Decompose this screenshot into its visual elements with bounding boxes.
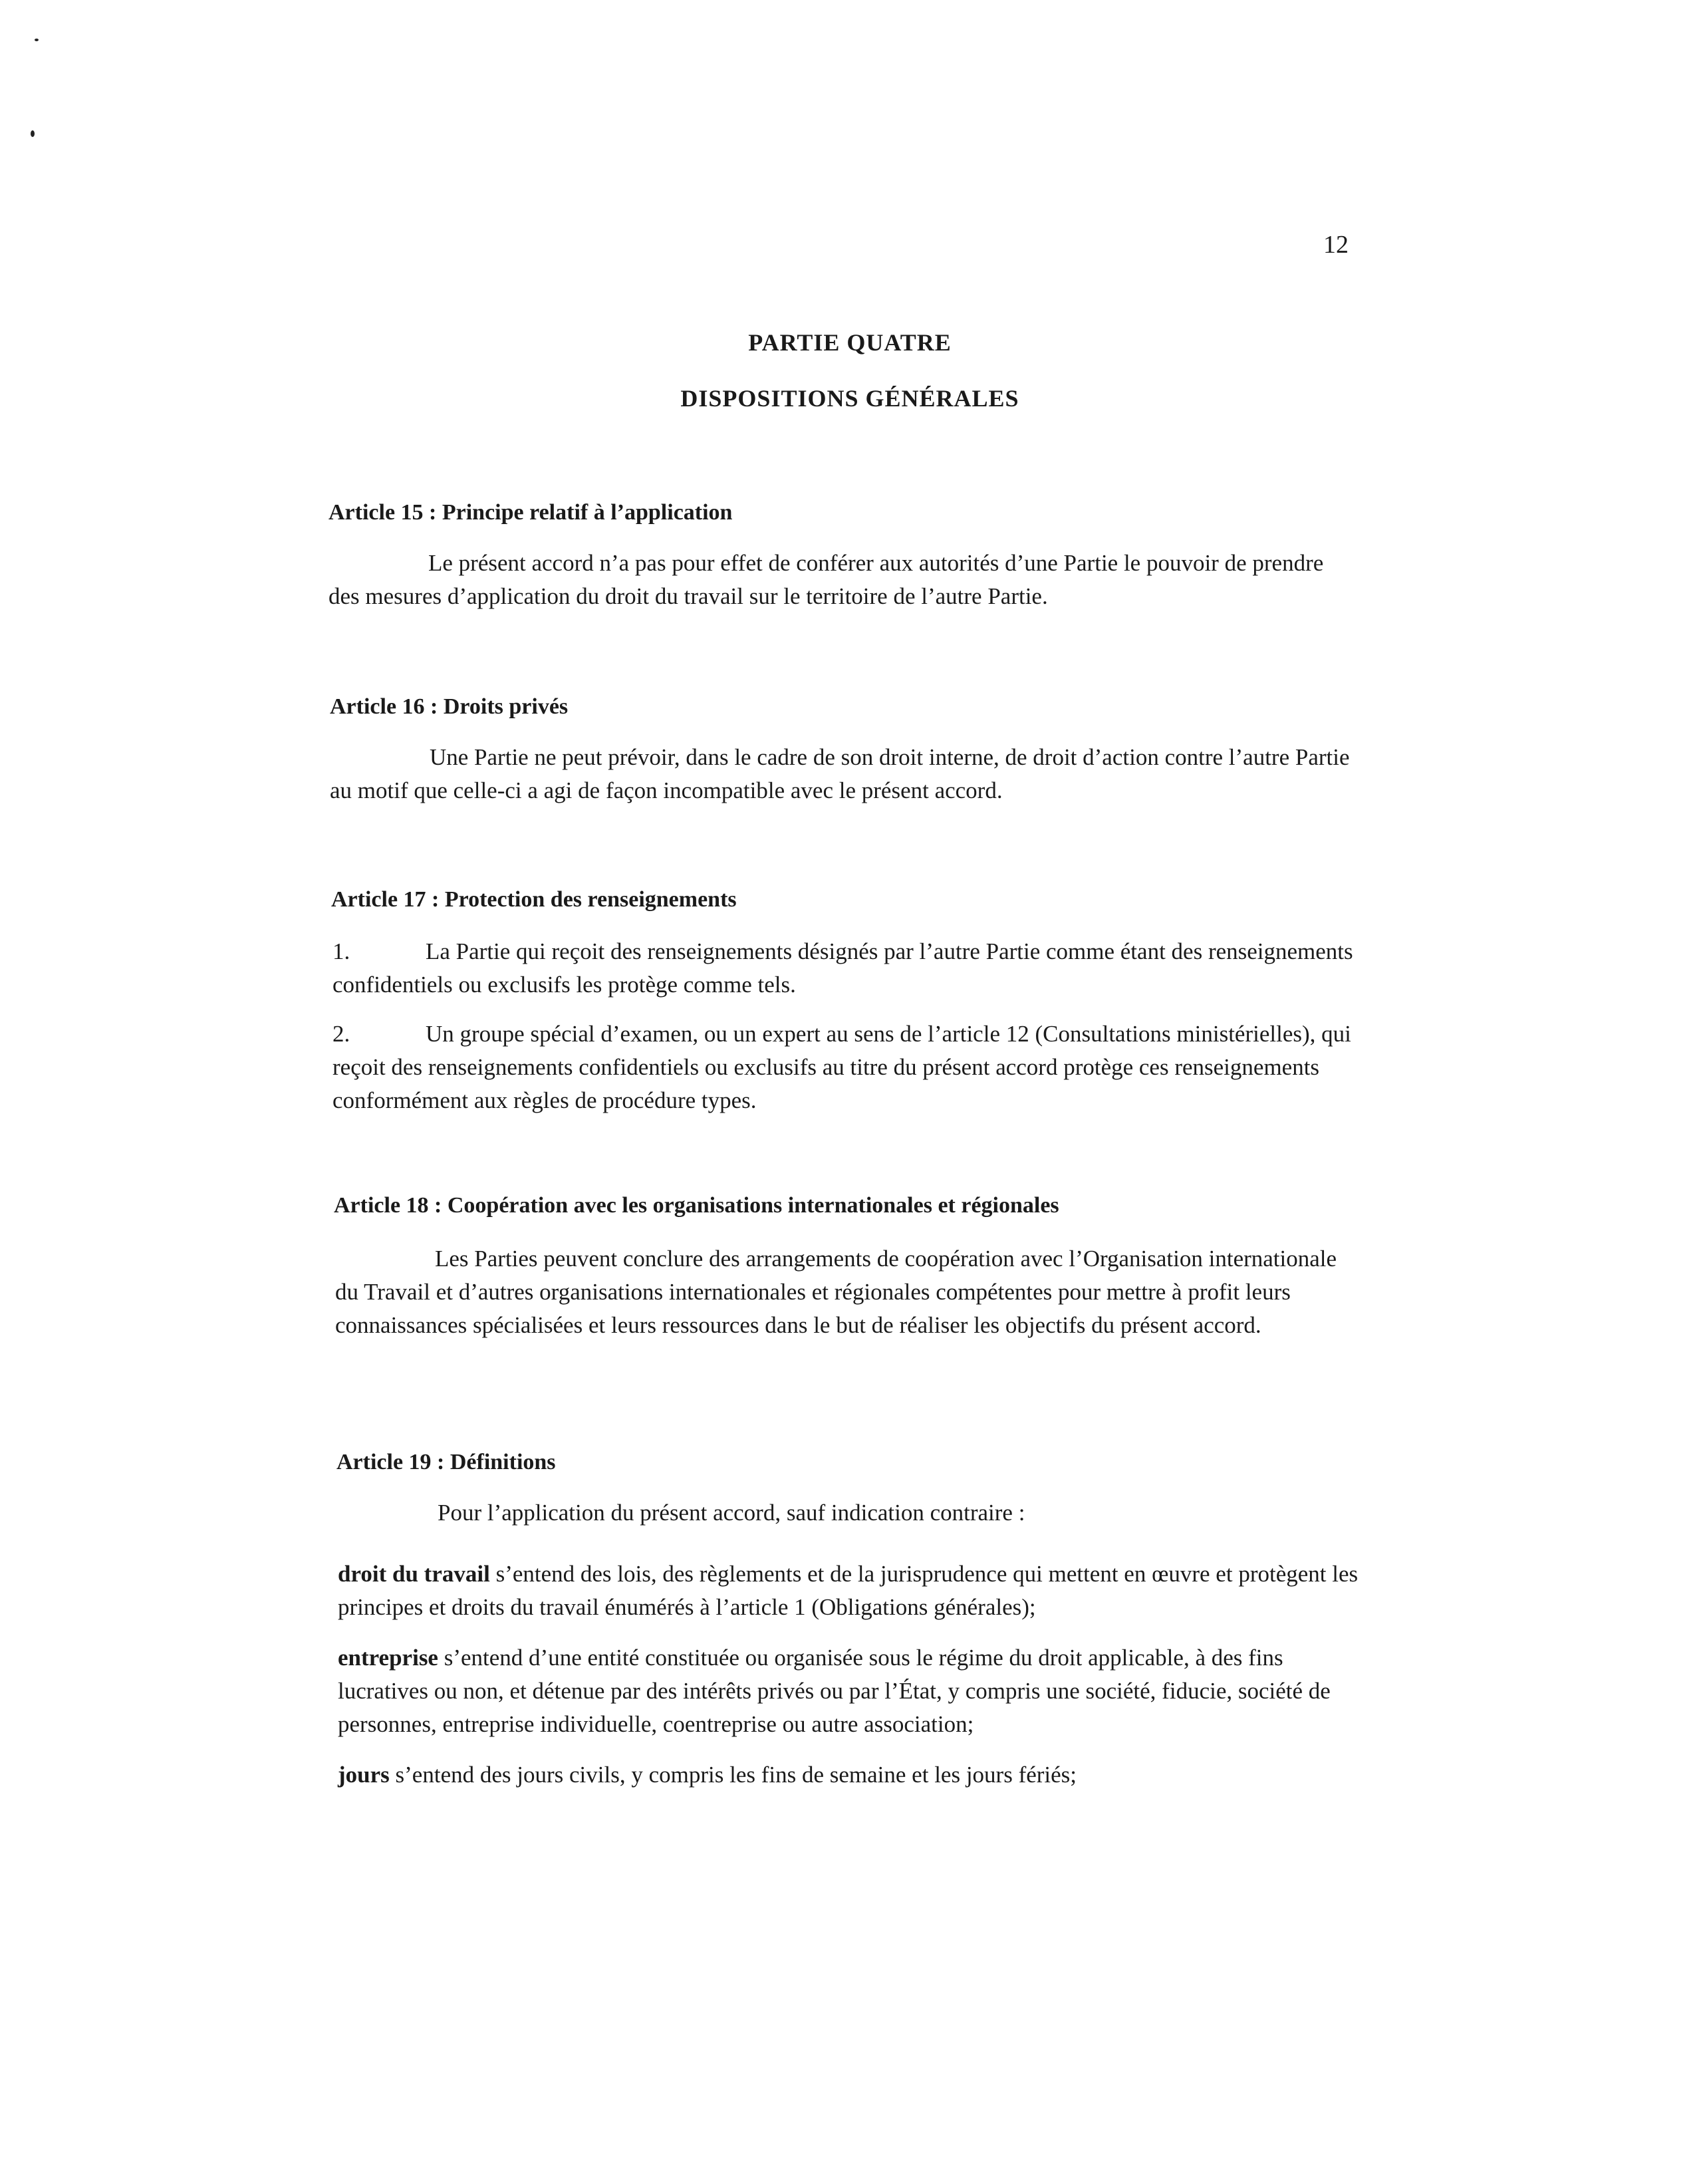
article-18-title: Article 18 : Coopération avec les organisations internationales et régionales bbox=[334, 1193, 1059, 1218]
article-16-title: Article 16 : Droits privés bbox=[330, 694, 569, 719]
part-subtitle: DISPOSITIONS GÉNÉRALES bbox=[680, 385, 1019, 412]
article-19-intro: Pour l’application du présent accord, sauf indication contraire : bbox=[438, 1500, 1025, 1526]
definition-text: s’entend des lois, des règlements et de la jurisprudence qui mettent en œuvre et protègent les principes et droits du travail énumérés à l’article 1 (Obligations générales); bbox=[338, 1561, 1359, 1620]
article-17-title: Article 17 : Protection des renseignements bbox=[331, 887, 737, 912]
definition-term: droit du travail bbox=[338, 1561, 490, 1587]
item-text: Un groupe spécial d’examen, ou un expert au sens de l’article 12 (Consultations ministérielles), qui reçoit des renseignements confidentiels ou exclusifs au titre du présent accord protège ces renseignements conformément aux règles de procédure types. bbox=[332, 1021, 1351, 1113]
part-title: PARTIE QUATRE bbox=[748, 329, 952, 356]
definition-text: s’entend d’une entité constituée ou organisée sous le régime du droit applicable, à des fins lucratives ou non, et détenue par des intérêts privés ou par l’État, y compris une société, fiducie, société de personnes, entreprise individuelle, coentreprise ou autre association; bbox=[338, 1645, 1331, 1737]
definition-text: s’entend des jours civils, y compris les fins de semaine et les jours fériés; bbox=[389, 1762, 1077, 1788]
scan-speck bbox=[31, 130, 35, 137]
article-16-text: Une Partie ne peut prévoir, dans le cadre de son droit interne, de droit d’action contre l’autre Partie au motif que celle-ci a agi de façon incompatible avec le présent accord. bbox=[330, 744, 1350, 803]
article-17-item-1 bbox=[332, 935, 1357, 1002]
definition-term: entreprise bbox=[338, 1645, 438, 1671]
article-17-item-2 bbox=[332, 1018, 1357, 1117]
article-18-text: Les Parties peuvent conclure des arrangements de coopération avec l’Organisation internationale du Travail et d’autres organisations internationales et régionales compétentes pour mettre à profit leurs connaissances spécialisées et leurs ressources dans le but de réaliser les objectifs du présent accord. bbox=[335, 1246, 1337, 1338]
definition-droit-du-travail bbox=[338, 1558, 1362, 1624]
definition-entreprise bbox=[338, 1641, 1362, 1741]
article-15-text: Le présent accord n’a pas pour effet de conférer aux autorités d’une Partie le pouvoir de prendre des mesures d’application du droit du travail sur le territoire de l’autre Partie. bbox=[328, 550, 1324, 609]
definition-jours bbox=[338, 1758, 1362, 1792]
item-number: 1. bbox=[332, 938, 350, 964]
article-19-title: Article 19 : Définitions bbox=[336, 1450, 556, 1474]
item-number: 2. bbox=[332, 1021, 350, 1047]
article-15-title: Article 15 : Principe relatif à l’application bbox=[328, 500, 733, 525]
item-text: La Partie qui reçoit des renseignements désignés par l’autre Partie comme étant des renseignements confidentiels ou exclusifs les protège comme tels. bbox=[332, 938, 1353, 998]
definition-term: jours bbox=[338, 1762, 390, 1788]
scan-speck bbox=[35, 39, 39, 41]
page-number: 12 bbox=[1323, 231, 1349, 259]
